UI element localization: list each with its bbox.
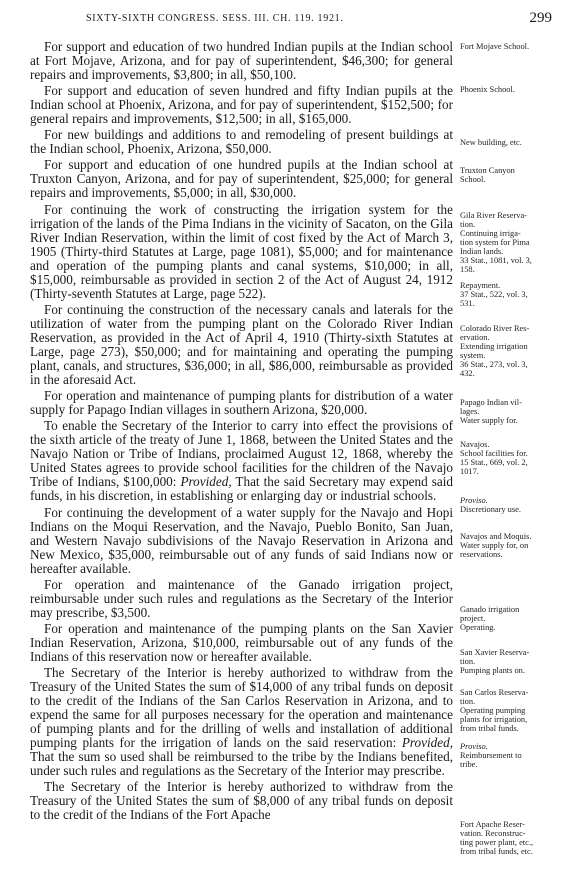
margin-note-line: 1017. bbox=[460, 467, 479, 476]
margin-note-line: Discretionary use. bbox=[460, 505, 521, 514]
margin-note-line: Truxton Canyon bbox=[460, 166, 515, 175]
margin-note-line: tion. bbox=[460, 657, 476, 666]
proviso-label: Proviso. bbox=[460, 496, 488, 505]
margin-note-line: plants for irrigation, bbox=[460, 715, 528, 724]
paragraph-phoenix-buildings: For new buildings and additions to and remodeling of present buildings at the Indian school, Phoenix, Arizona, $50,000. bbox=[30, 127, 453, 157]
margin-note-line: Fort Mojave School. bbox=[460, 42, 530, 51]
margin-note bbox=[460, 648, 563, 675]
margin-note-line: tion. bbox=[460, 697, 476, 706]
running-head: SIXTY-SIXTH CONGRESS. SESS. III. CH. 119. 1921. bbox=[86, 13, 344, 24]
margin-note-line: Phoenix School. bbox=[460, 85, 515, 94]
proviso-label: Proviso. bbox=[460, 742, 488, 751]
margin-note bbox=[460, 688, 563, 733]
margin-note-line: Water supply for. bbox=[460, 416, 518, 425]
margin-note-line: Navajos and Moquis. bbox=[460, 532, 532, 541]
margin-note-line: 432. bbox=[460, 369, 475, 378]
margin-note-line: tion. bbox=[460, 220, 476, 229]
margin-note-line: Papago Indian vil- bbox=[460, 398, 522, 407]
paragraph-text: That the said Secretary may expend said funds, in his discretion, in establishing or enlarging day or industrial schools. bbox=[30, 474, 453, 504]
margin-note-line: from tribal funds. bbox=[460, 724, 519, 733]
margin-note bbox=[460, 605, 563, 632]
margin-note-line: ting power plant, etc., bbox=[460, 838, 534, 847]
margin-note-line: tion system for Pima bbox=[460, 238, 530, 247]
margin-note bbox=[460, 42, 563, 51]
margin-note-line: lages. bbox=[460, 407, 480, 416]
paragraph-colorado-river: For continuing the construction of the necessary canals and laterals for the utilization of water from the pumping plant on the Colorado River Indian Reservation, as provided in the Act of April 4, 1910 (Thirty-sixth Statutes at Large, page 273), $50,000; and for maintaining and operating the pumping plant, canals, and structures, $36,000; in all, $86,000, reimbursable as provided in the aforesaid Act. bbox=[30, 301, 453, 388]
margin-note-line: project. bbox=[460, 614, 486, 623]
margin-note-line: ervation. bbox=[460, 333, 490, 342]
margin-note-line: San Xavier Reserva- bbox=[460, 648, 530, 657]
margin-note-line: Continuing irriga- bbox=[460, 229, 521, 238]
proviso-label: Provided, bbox=[401, 735, 453, 751]
margin-note-line: Pumping plants on. bbox=[460, 666, 525, 675]
paragraph-phoenix-school: For support and education of seven hundred and fifty Indian pupils at the Indian school at Phoenix, Arizona, and for pay of superintendent, $152,500; for general repairs and improvements, $12,500; in all, $165,000. bbox=[30, 83, 453, 127]
paragraph-truxton-canyon: For support and education of one hundred pupils at the Indian school at Truxton Canyon, Arizona, and for pay of superintendent, $25,000; for general repairs and improvements, $5,000; in all, $30,000. bbox=[30, 157, 453, 201]
margin-note-line: Repayment. bbox=[460, 281, 501, 290]
margin-note-line: Indian lands. bbox=[460, 247, 504, 256]
margin-note-line: School. bbox=[460, 175, 486, 184]
paragraph-papago: For operation and maintenance of pumping plants for distribution of a water supply for Papago Indian villages in southern Arizona, $20,000. bbox=[30, 388, 453, 418]
margin-note bbox=[460, 820, 563, 856]
margin-note-line: Colorado River Res- bbox=[460, 324, 530, 333]
margin-note bbox=[460, 496, 563, 514]
margin-note-line: Navajos. bbox=[460, 440, 490, 449]
paragraph-san-xavier: For operation and maintenance of the pumping plants on the San Xavier Indian Reservation, Arizona, $10,000, reimbursable out of any funds of the Indians of this reservation now or hereafter available. bbox=[30, 620, 453, 664]
margin-note-line: 36 Stat., 273, vol. 3, bbox=[460, 360, 528, 369]
margin-note-line: Operating pumping bbox=[460, 706, 526, 715]
margin-note bbox=[460, 281, 563, 308]
margin-note-line: School facilities for. bbox=[460, 449, 528, 458]
margin-note bbox=[460, 166, 563, 184]
paragraph-fort-mojave: For support and education of two hundred Indian pupils at the Indian school at Fort Mojave, Arizona, and for pay of superintendent, $46,300; for general repairs and improvements, $3,800; in all, $50,100. bbox=[30, 39, 453, 83]
paragraph-navajo-schools bbox=[30, 419, 453, 503]
margin-note-line: 37 Stat., 522, vol. 3, bbox=[460, 290, 528, 299]
paragraph-gila-river: For continuing the work of constructing the irrigation system for the irrigation of the lands of the Pima Indians in the vicinity of Sacaton, on the Gila River Indian Reservation, within the limit of cost fixed by the Act of March 3, 1905 (Thirty-third Statutes at Large, page 1081), $5,000; and for maintenance and operation of the pumping plants and canal systems, $10,000; in all, $15,000, reimbursable as provided in section 2 of the Act of August 24, 1912 (Thirty-seventh Statutes at Large, page 522). bbox=[30, 201, 453, 301]
paragraph-san-carlos bbox=[30, 666, 453, 778]
margin-note bbox=[460, 324, 563, 378]
margin-note bbox=[460, 211, 563, 274]
margin-note-line: San Carlos Reserva- bbox=[460, 688, 529, 697]
margin-note-line: Fort Apache Reser- bbox=[460, 820, 525, 829]
margin-note-line: 33 Stat., 1081, vol. 3, bbox=[460, 256, 532, 265]
page-number: 299 bbox=[529, 10, 552, 26]
paragraph-text: That the sum so used shall be reimbursed to the tribe by the Indians benefited, under such rules and regulations as the Secretary of the Interior may prescribe. bbox=[30, 749, 453, 779]
margin-note-line: 531. bbox=[460, 299, 475, 308]
margin-note bbox=[460, 85, 563, 94]
paragraph-text: To enable the Secretary of the Interior to carry into effect the provisions of the sixth article of the treaty of June 1, 1868, between the United States and the Navajo Nation or Tribe of Indians, proclaimed August 12, 1868, whereby the United States agrees to provide school facilities for the children of the Navajo Tribe of Indians, $100,000: bbox=[30, 418, 453, 490]
proviso-label: Provided, bbox=[180, 474, 232, 490]
margin-note bbox=[460, 742, 563, 769]
margin-note-line: tribe. bbox=[460, 760, 478, 769]
margin-note-line: system. bbox=[460, 351, 486, 360]
margin-note-line: Gila River Reserva- bbox=[460, 211, 527, 220]
margin-note bbox=[460, 440, 563, 476]
paragraph-ganado: For operation and maintenance of the Ganado irrigation project, reimbursable under such rules and regulations as the Secretary of the Interior may prescribe, $3,500. bbox=[30, 576, 453, 620]
paragraph-fort-apache: The Secretary of the Interior is hereby authorized to withdraw from the Treasury of the United States the sum of $8,000 of any tribal funds on deposit to the credit of the Indians of the Fort Apache bbox=[30, 779, 453, 823]
page-header bbox=[0, 10, 566, 28]
statute-text bbox=[30, 40, 453, 825]
margin-note bbox=[460, 138, 563, 147]
paragraph-navajo-hopi-water: For continuing the development of a water supply for the Navajo and Hopi Indians on the Moqui Reservation, and the Navajo, Pueblo Bonito, San Juan, and Western Navajo subdivisions of the Navajo Reservation in Arizona and New Mexico, $35,000, reimbursable out of any funds of said Indians now or hereafter available. bbox=[30, 504, 453, 576]
margin-note-line: New building, etc. bbox=[460, 138, 522, 147]
margin-note-line: reservations. bbox=[460, 550, 503, 559]
margin-note-line: Reimbursement to bbox=[460, 751, 522, 760]
margin-note-line: Operating. bbox=[460, 623, 496, 632]
margin-note-line: from tribal funds, etc. bbox=[460, 847, 533, 856]
margin-note bbox=[460, 532, 563, 559]
margin-note bbox=[460, 398, 563, 425]
margin-note-line: Ganado irrigation bbox=[460, 605, 520, 614]
paragraph-text: The Secretary of the Interior is hereby authorized to withdraw from the Treasury of the United States the sum of $14,000 of any tribal funds on deposit to the credit of the Indians of the San Carlos Reservation in Arizona, and to expend the same for all purposes necessary for the operation and maintenance of pumping plants and for the drilling of wells and installation of additional pumping plants for the irrigation of lands on the said reservation: bbox=[30, 665, 453, 751]
margin-note-line: 15 Stat., 669, vol. 2, bbox=[460, 458, 528, 467]
margin-note-line: Extending irrigation bbox=[460, 342, 528, 351]
margin-note-line: 158. bbox=[460, 265, 475, 274]
margin-note-line: vation. Reconstruc- bbox=[460, 829, 526, 838]
margin-note-line: Water supply for, on bbox=[460, 541, 529, 550]
